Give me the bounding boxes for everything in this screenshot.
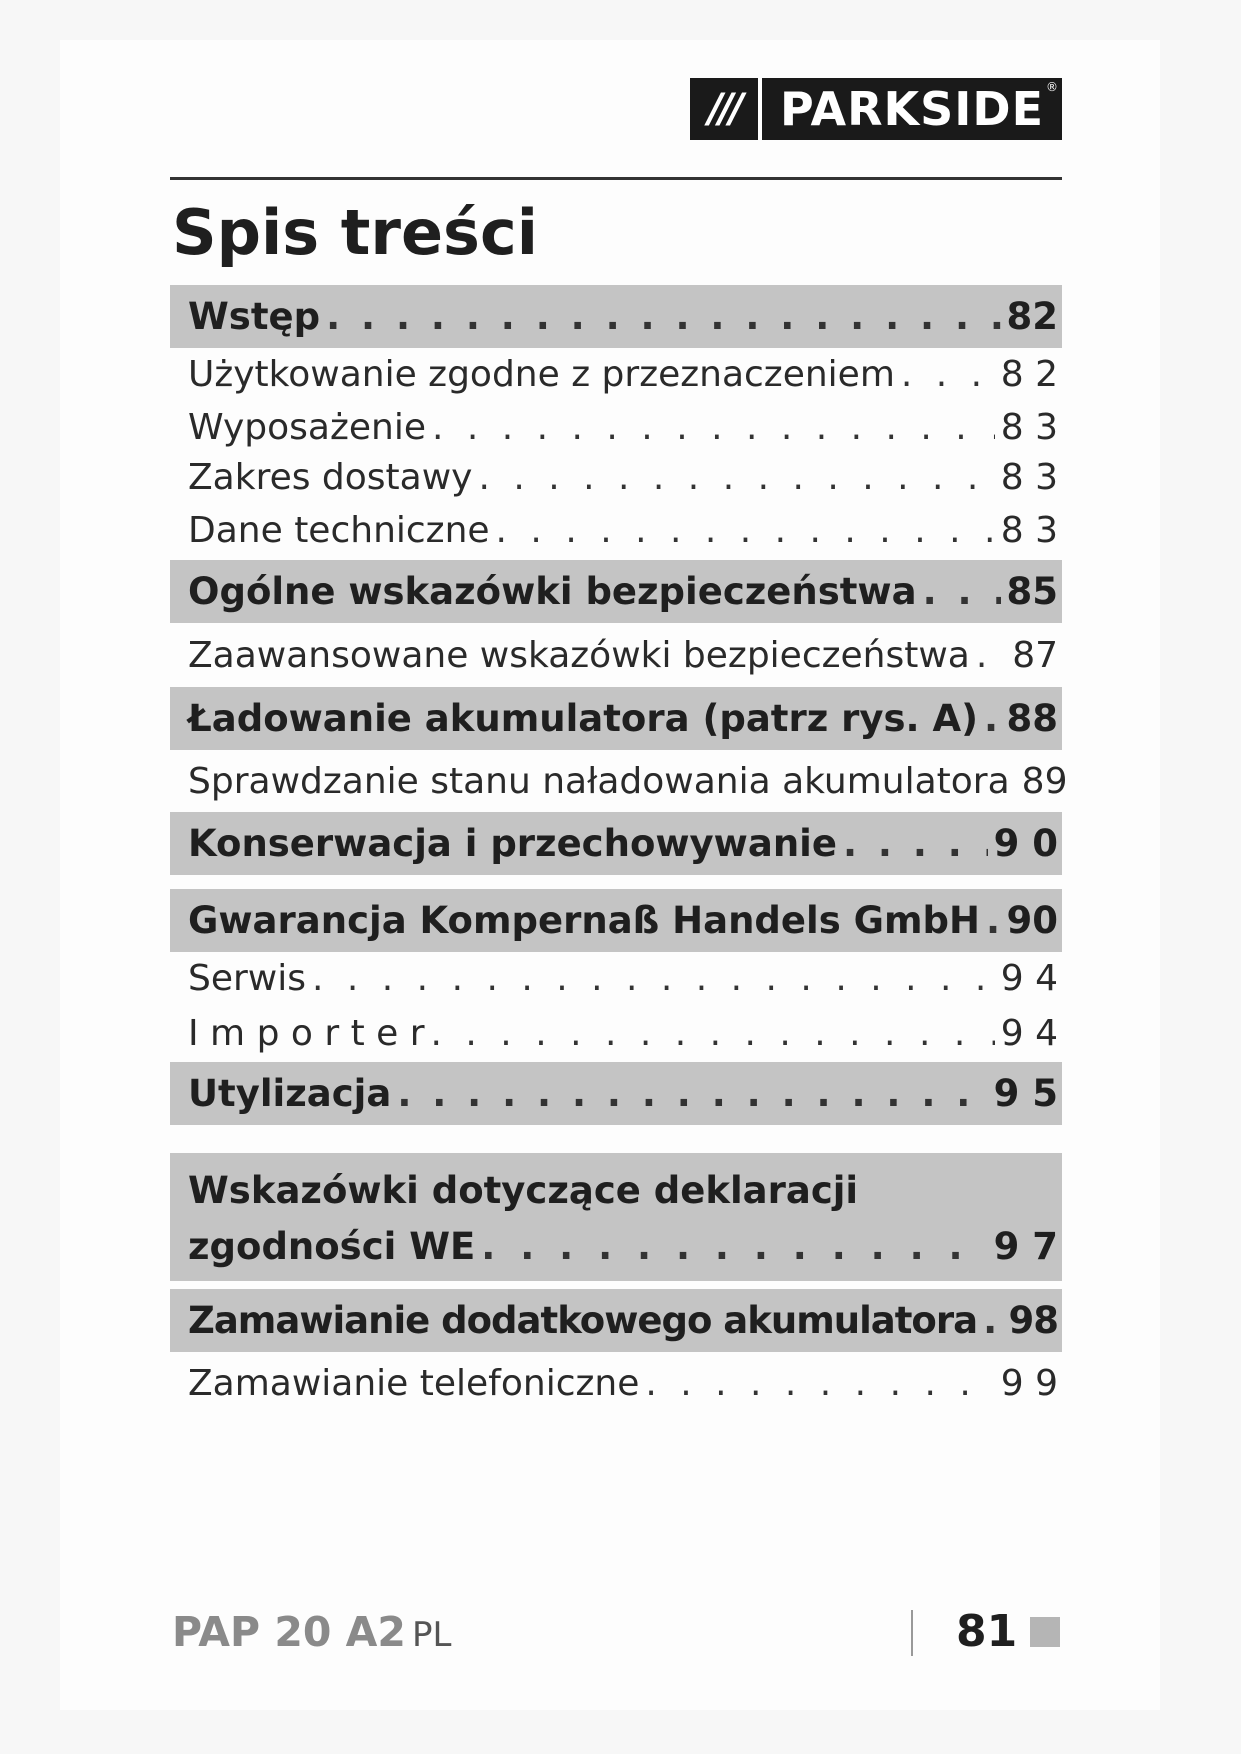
toc-leader-dots	[976, 635, 1006, 676]
toc-leader-dots	[397, 1072, 987, 1115]
toc-label: I m p o r t e r	[188, 1012, 425, 1054]
toc-gap	[170, 1125, 1062, 1153]
footer-model	[172, 1608, 451, 1656]
toc-label: Dane techniczne	[188, 509, 490, 551]
toc-leader-dots	[478, 457, 994, 498]
toc-page-number: 89	[1021, 760, 1068, 802]
toc-leader-dots	[901, 354, 995, 395]
toc-page-number: 9 4	[1000, 957, 1058, 999]
toc-leader-dots	[481, 1219, 987, 1275]
parkside-logo	[690, 78, 1062, 140]
toc-leader-dots	[326, 295, 1000, 338]
toc-label: Gwarancja Kompernaß Handels GmbH	[188, 899, 980, 942]
toc-section-wstep[interactable]	[170, 285, 1062, 348]
footer-page-number: 81	[956, 1606, 1018, 1657]
toc-label-line2	[188, 1219, 1062, 1275]
toc-label: Sprawdzanie stanu naładowania akumulatora	[188, 760, 1010, 802]
toc-section-ogolne-wskazowki[interactable]	[170, 560, 1062, 623]
table-of-contents	[170, 285, 1068, 1414]
footer-model-name: PAP 20 A2	[172, 1608, 406, 1656]
toc-label: Użytkowanie zgodne z przeznaczeniem	[188, 354, 895, 395]
toc-gap	[170, 875, 1062, 889]
toc-page-number: 82	[1006, 295, 1058, 338]
footer-language: PL	[411, 1615, 452, 1655]
toc-label: Zamawianie dodatkowego akumulatora	[188, 1299, 978, 1342]
toc-section-gwarancja[interactable]	[170, 889, 1062, 952]
toc-label: Wyposażenie	[188, 407, 426, 448]
toc-page-number: 85	[1006, 570, 1058, 613]
toc-label: Wstęp	[188, 295, 321, 338]
page-title: Spis treści	[172, 196, 538, 269]
toc-leader-dots	[923, 570, 1001, 613]
toc-label: Zaawansowane wskazówki bezpieczeństwa	[188, 634, 970, 676]
logo-slashes: ///	[690, 78, 762, 140]
toc-item-uzytkowanie[interactable]	[170, 348, 1062, 401]
footer-divider	[911, 1610, 913, 1656]
toc-page-number: 9 5	[993, 1072, 1058, 1115]
toc-section-ladowanie[interactable]	[170, 687, 1062, 750]
toc-item-zakres-dostawy[interactable]	[170, 454, 1062, 500]
toc-page-number: 90	[1006, 899, 1058, 942]
toc-label: Zakres dostawy	[188, 456, 473, 498]
toc-item-importer[interactable]	[170, 1004, 1062, 1062]
toc-page-number: 8 2	[1000, 354, 1058, 395]
toc-label: Ogólne wskazówki bezpieczeństwa	[188, 570, 917, 613]
toc-label: Utylizacja	[188, 1072, 392, 1115]
toc-label: Ładowanie akumulatora (patrz rys. A)	[188, 697, 979, 740]
toc-page-number: 87	[1012, 634, 1058, 676]
logo-brand-text: PARKSIDE	[779, 82, 1044, 136]
toc-leader-dots	[431, 1013, 995, 1054]
toc-leader-dots	[843, 822, 988, 865]
toc-gap	[170, 1281, 1062, 1289]
toc-section-utylizacja[interactable]	[170, 1062, 1062, 1125]
toc-leader-dots	[645, 1363, 994, 1404]
toc-item-wyposazenie[interactable]	[170, 401, 1062, 454]
toc-leader-dots	[984, 697, 1000, 740]
toc-item-zamawianie-telefoniczne[interactable]	[170, 1352, 1062, 1414]
logo-registered-mark: ®	[1046, 80, 1058, 94]
toc-page-number: 9 9	[1000, 1362, 1058, 1404]
toc-page-number: 9 4	[1000, 1012, 1058, 1054]
toc-page-number: 9 7	[993, 1225, 1058, 1268]
toc-leader-dots	[983, 1299, 1002, 1342]
toc-leader-dots	[432, 407, 995, 448]
toc-item-serwis[interactable]	[170, 952, 1062, 1004]
toc-item-sprawdzanie[interactable]	[170, 750, 1068, 812]
header-rule	[170, 177, 1062, 180]
toc-label: Zamawianie telefoniczne	[188, 1362, 640, 1404]
toc-page-number: 8 3	[1000, 407, 1058, 448]
toc-page-number: 98	[1008, 1299, 1058, 1342]
toc-section-konserwacja[interactable]	[170, 812, 1062, 875]
toc-label-line1: Wskazówki dotyczące deklaracji	[188, 1169, 859, 1212]
toc-leader-dots	[496, 510, 995, 551]
toc-label: zgodności WE	[188, 1225, 476, 1268]
toc-section-zamawianie-akumulatora[interactable]	[170, 1289, 1062, 1352]
footer-square-marker	[1030, 1617, 1060, 1647]
toc-section-deklaracja-we[interactable]	[170, 1153, 1062, 1281]
toc-leader-dots	[986, 899, 1001, 942]
toc-item-dane-techniczne[interactable]	[170, 500, 1062, 560]
toc-item-zaawansowane[interactable]	[170, 623, 1062, 687]
toc-page-number: 8 3	[1000, 509, 1058, 551]
toc-page-number: 9 0	[993, 822, 1058, 865]
toc-label: Serwis	[188, 957, 307, 999]
toc-label: Konserwacja i przechowywanie	[188, 822, 837, 865]
toc-page-number: 8 3	[1000, 456, 1058, 498]
toc-page-number: 88	[1006, 697, 1058, 740]
toc-leader-dots	[312, 958, 995, 999]
